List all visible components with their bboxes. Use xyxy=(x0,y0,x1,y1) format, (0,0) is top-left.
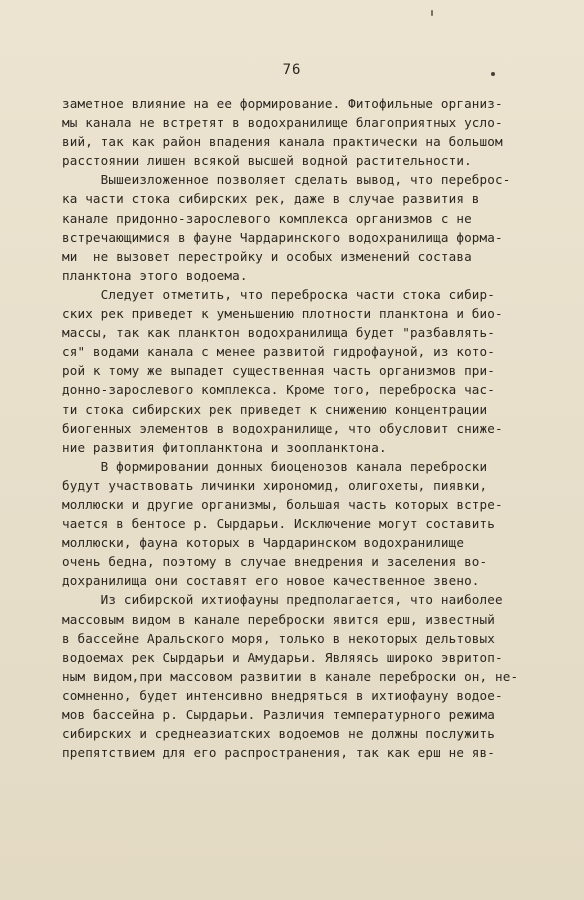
text-line: вий, так как район впадения канала практически на большом xyxy=(62,134,503,150)
text-line: в бассейне Аральского моря, только в некоторых дельтовых xyxy=(62,630,495,646)
text-line: В формировании донных биоценозов канала переброски xyxy=(62,458,488,474)
text-line: очень бедна, поэтому в случае внедрения и заселения во- xyxy=(62,554,488,570)
text-line: водоемах рек Сырдарьи и Амударьи. Являясь широко эвритоп- xyxy=(62,649,503,665)
text-line: заметное влияние на ее формирование. Фитофильные организ- xyxy=(62,96,503,111)
text-line: дохранилища они составят его новое качественное звено. xyxy=(62,573,480,589)
text-line: массы, так как планктон водохранилища будет "разбавлять- xyxy=(62,325,495,341)
text-line: массовым видом в канале переброски явится ерш, известный xyxy=(62,611,495,627)
text-line: ся" водами канала с менее развитой гидрофауной, из кото- xyxy=(62,344,495,360)
text-line: сомненно, будет интенсивно внедряться в ихтиофауну водое- xyxy=(62,687,503,703)
text-line: планктона этого водоема. xyxy=(62,267,248,283)
text-line: ка части стока сибирских рек, даже в случае развития в xyxy=(62,191,480,207)
text-line: ских рек приведет к уменьшению плотности планктона и био- xyxy=(62,306,503,322)
text-line: Из сибирской ихтиофауны предполагается, что наиболее xyxy=(62,592,503,608)
text-line: Следует отметить, что переброска части стока сибир- xyxy=(62,286,495,302)
text-line: ние развития фитопланктона и зоопланктона. xyxy=(62,439,387,455)
page-number: 76 xyxy=(282,62,302,78)
text-line: мов бассейна р. Сырдарьи. Различия температурного режима xyxy=(62,707,495,722)
body-text xyxy=(62,94,522,762)
text-line: донно-зарослевого комплекса. Кроме того, переброска час- xyxy=(62,382,495,398)
text-line: мы канала не встретят в водохранилище благоприятных усло- xyxy=(62,115,503,131)
text-line: чается в бентосе р. Сырдарьи. Исключение могут составить xyxy=(62,516,495,532)
text-line: ным видом,при массовом развитии в канале переброски он, не- xyxy=(62,668,519,684)
text-line: будут участвовать личинки хирономид, олигохеты, пиявки, xyxy=(62,477,488,493)
text-line: биогенных элементов в водохранилище, что обусловит сниже- xyxy=(62,420,503,436)
text-line: сибирских и среднеазиатских водоемов не должны послужить xyxy=(62,726,495,742)
text-line: ти стока сибирских рек приведет к снижению концентрации xyxy=(62,401,488,417)
text-line: моллюски, фауна которых в Чардаринском водохранилище xyxy=(62,535,465,551)
text-line: канале придонно-зарослевого комплекса организмов с не xyxy=(62,210,472,226)
paper-speck xyxy=(431,10,433,16)
ink-dot xyxy=(491,72,495,76)
text-line: ми не вызовет перестройку и особых изменений состава xyxy=(62,248,472,264)
text-line: Вышеизложенное позволяет сделать вывод, что переброс- xyxy=(62,172,511,188)
text-line: встречающимися в фауне Чардаринского водохранилища форма- xyxy=(62,229,503,245)
text-line: расстоянии лишен всякой высшей водной растительности. xyxy=(62,153,472,169)
text-line: моллюски и другие организмы, большая часть которых встре- xyxy=(62,496,503,512)
text-line: препятствием для его распространения, так как ерш не яв- xyxy=(62,745,495,761)
text-line: рой к тому же выпадет существенная часть организмов при- xyxy=(62,363,495,379)
